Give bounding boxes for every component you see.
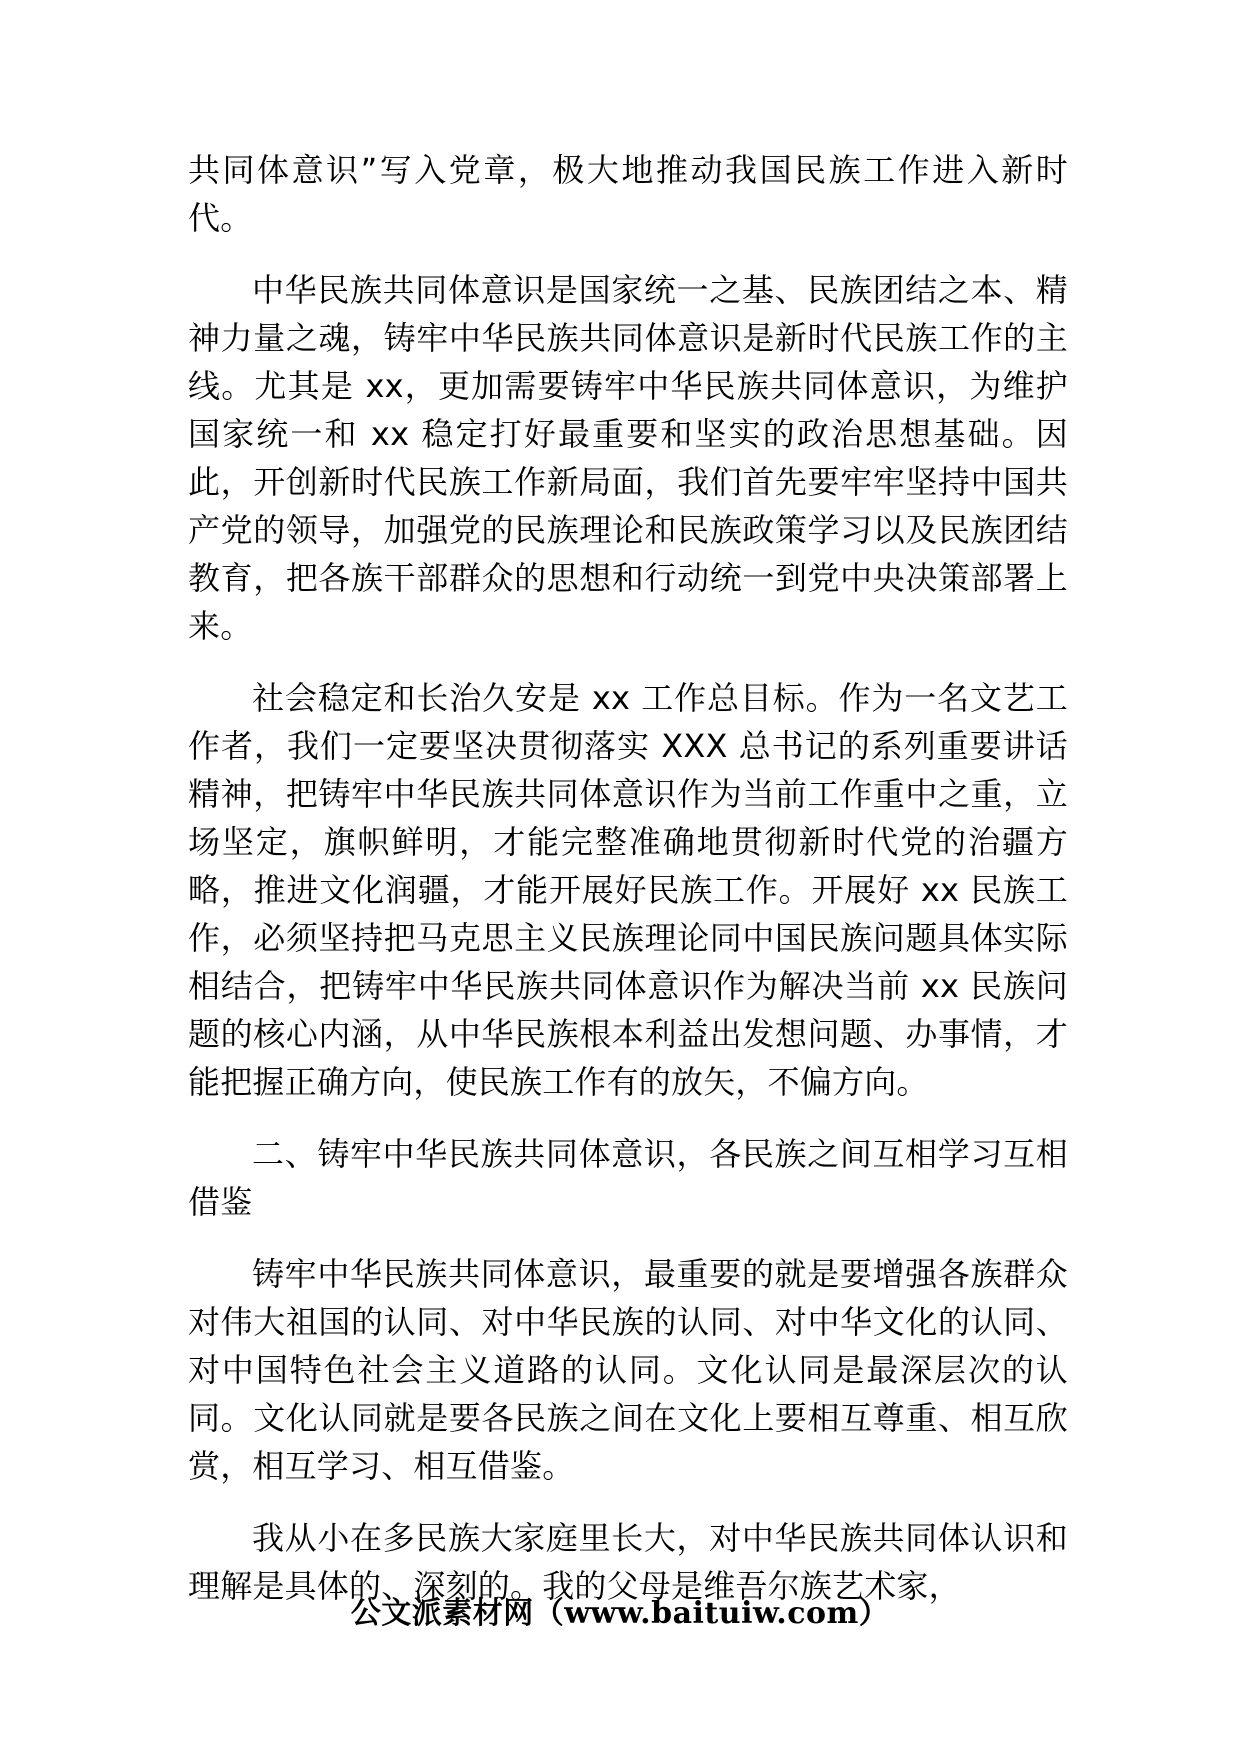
paragraph-personal-experience: 我从小在多民族大家庭里长大，对中华民族共同体认识和理解是具体的、深刻的。我的父母是维吾尔族艺术家， — [188, 1519, 1068, 1605]
paragraph-national-unity: 中华民族共同体意识是国家统一之基、民族团结之本、精神力量之魂，铸牢中华民族共同体意识是新时代民族工作的主线。尤其是 xx，更加需要铸牢中华民族共同体意识，为维护国家统一和 xx 稳定打好最重要和坚实的政治思想基础。因此，开创新时代民族工作新局面，我们首先要牢牢坚持中国共产党的领导，加强党的民族理论和民族政策学习以及民族团结教育，把各族干部群众的思想和行动统一到党中央决策部署上来。 — [188, 271, 1068, 645]
footer-watermark: 公文派素材网（www.baituiw.com） — [350, 1596, 890, 1631]
paragraph-continuation: 共同体意识”写入党章，极大地推动我国民族工作进入新时代。 — [188, 151, 1068, 237]
document-body — [188, 146, 1068, 1634]
paragraph-social-stability: 社会稳定和长治久安是 xx 工作总目标。作为一名文艺工作者，我们一定要坚决贯彻落实 XXX 总书记的系列重要讲话精神，把铸牢中华民族共同体意识作为当前工作重中之重，立场坚定，旗帜鲜明，才能完整准确地贯彻新时代党的治疆方略，推进文化润疆，才能开展好民族工作。开展好 xx 民族工作，必须坚持把马克思主义民族理论同中国民族问题具体实际相结合，把铸牢中华民族共同体意识作为解决当前 xx 民族问题的核心内涵，从中华民族根本利益出发想问题、办事情，才能把握正确方向，使民族工作有的放矢，不偏方向。 — [188, 679, 1068, 1101]
paragraph-cultural-identity: 铸牢中华民族共同体意识，最重要的就是要增强各族群众对伟大祖国的认同、对中华民族的认同、对中华文化的认同、对中国特色社会主义道路的认同。文化认同是最深层次的认同。文化认同就是要各民族之间在文化上要相互尊重、相互欣赏，相互学习、相互借鉴。 — [188, 1255, 1068, 1485]
section-heading-two: 二、铸牢中华民族共同体意识，各民族之间互相学习互相借鉴 — [188, 1135, 1068, 1221]
